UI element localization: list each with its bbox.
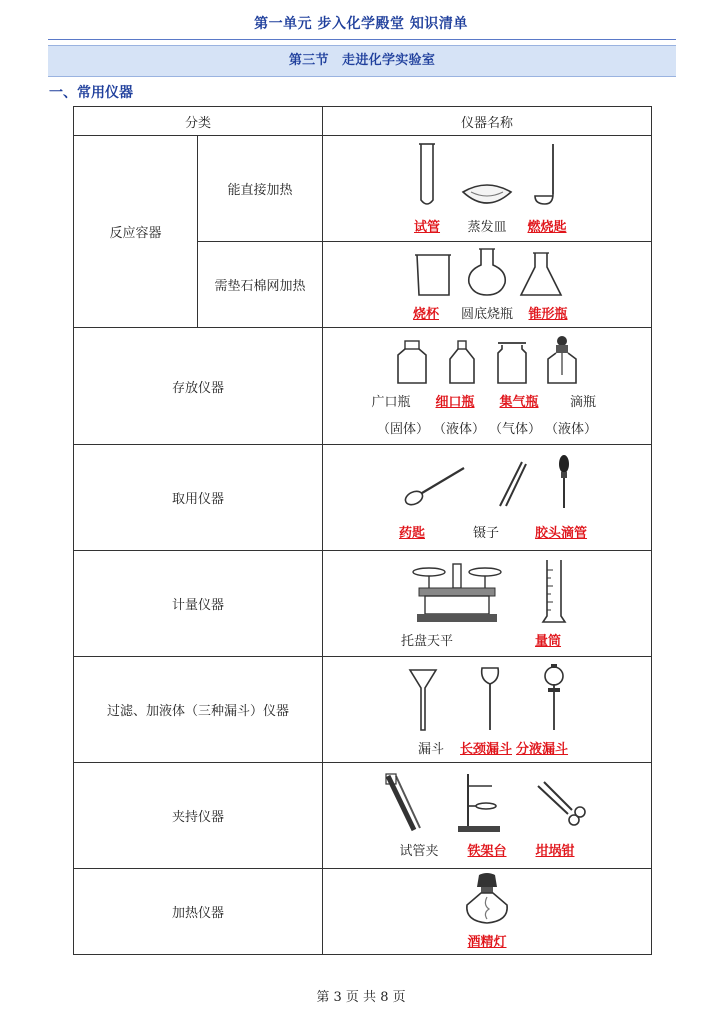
balance-icon <box>407 562 507 624</box>
separatory-funnel-icon <box>542 662 566 732</box>
test-tube-clamp-icon <box>384 772 424 834</box>
funnel-icon <box>408 666 438 732</box>
instrument-label: 细口瓶 <box>435 395 475 410</box>
subsection-heading: 一、常用仪器 <box>49 85 133 101</box>
table-row <box>74 328 652 445</box>
instrument-label: 药匙 <box>398 526 425 541</box>
instruments-heating <box>323 869 652 955</box>
instrument-label: 试管夹 <box>399 844 439 859</box>
instrument-note: （固体） <box>376 422 429 437</box>
category-taking: 取用仪器 <box>74 445 323 551</box>
instrument-label: 滴瓶 <box>570 395 597 410</box>
instrument-label: 集气瓶 <box>499 395 539 410</box>
instrument-label: 试管 <box>414 220 441 235</box>
table-row <box>74 445 652 551</box>
dropper-bottle-icon <box>544 335 580 385</box>
section-title: 第三节 走进化学实验室 <box>288 53 436 68</box>
instruments-storage <box>323 328 652 445</box>
beaker-icon <box>411 251 455 297</box>
crucible-tongs-icon <box>534 778 590 834</box>
narrow-mouth-bottle-icon <box>444 339 480 385</box>
instrument-note: （气体） <box>489 422 542 437</box>
medicine-spoon-icon <box>400 460 470 510</box>
title-divider <box>48 39 676 40</box>
long-neck-funnel-icon <box>478 662 502 732</box>
table-row <box>74 136 652 242</box>
alcohol-lamp-icon <box>461 873 513 925</box>
instrument-label: 坩埚钳 <box>535 844 575 859</box>
category-clamping: 夹持仪器 <box>74 763 323 869</box>
instrument-label: 蒸发皿 <box>467 220 507 235</box>
dropper-icon <box>554 454 574 510</box>
instruments-direct-heat <box>323 136 652 242</box>
instrument-label: 铁架台 <box>467 844 507 859</box>
instrument-label: 燃烧匙 <box>527 220 567 235</box>
instrument-label: 烧杯 <box>412 307 439 322</box>
instruments-clamping <box>323 763 652 869</box>
instruments-funnels <box>323 657 652 763</box>
instrument-label: 胶头滴管 <box>535 526 588 541</box>
instrument-label: 圆底烧瓶 <box>461 307 514 322</box>
category-reaction: 反应容器 <box>74 136 198 328</box>
instrument-label: 分液漏斗 <box>516 742 569 757</box>
table-row <box>74 869 652 955</box>
page-footer: 第 3 页 共 8 页 <box>316 990 406 1005</box>
subcategory-asbestos-heat: 需垫石棉网加热 <box>198 242 323 328</box>
category-funnels: 过滤、加液体（三种漏斗）仪器 <box>74 657 323 763</box>
category-heating: 加热仪器 <box>74 869 323 955</box>
iron-stand-icon <box>456 772 502 834</box>
combustion-spoon-icon <box>527 142 567 210</box>
subcategory-direct-heat: 能直接加热 <box>198 136 323 242</box>
header-instrument-name: 仪器名称 <box>323 107 652 136</box>
section-banner <box>48 45 676 77</box>
instruments-asbestos-heat <box>323 242 652 328</box>
round-bottom-flask-icon <box>465 247 509 297</box>
instrument-label: 漏斗 <box>417 742 444 757</box>
instrument-label: 镊子 <box>472 526 499 541</box>
instruments-measuring <box>323 551 652 657</box>
evaporating-dish-icon <box>457 180 517 210</box>
conical-flask-icon <box>519 251 563 297</box>
wide-mouth-bottle-icon <box>394 339 430 385</box>
page-title: 第一单元 步入化学殿堂 知识清单 <box>254 16 468 32</box>
instrument-label: 锥形瓶 <box>528 307 568 322</box>
instrument-label: 广口瓶 <box>371 395 411 410</box>
instrument-label: 酒精灯 <box>467 935 507 950</box>
instruments-table <box>73 106 652 955</box>
category-measuring: 计量仪器 <box>74 551 323 657</box>
instruments-taking <box>323 445 652 551</box>
table-header-row <box>74 107 652 136</box>
tweezers-icon <box>494 458 530 510</box>
instrument-label: 长颈漏斗 <box>460 742 513 757</box>
table-row <box>74 551 652 657</box>
table-row <box>74 657 652 763</box>
graduated-cylinder-icon <box>541 558 567 624</box>
instrument-note: （液体） <box>433 422 486 437</box>
header-category: 分类 <box>74 107 323 136</box>
table-row <box>74 763 652 869</box>
instrument-label: 量筒 <box>535 634 562 649</box>
category-storage: 存放仪器 <box>74 328 323 445</box>
gas-jar-icon <box>494 339 530 385</box>
instrument-note: （液体） <box>545 422 598 437</box>
test-tube-icon <box>407 142 447 210</box>
instrument-label: 托盘天平 <box>401 634 454 649</box>
